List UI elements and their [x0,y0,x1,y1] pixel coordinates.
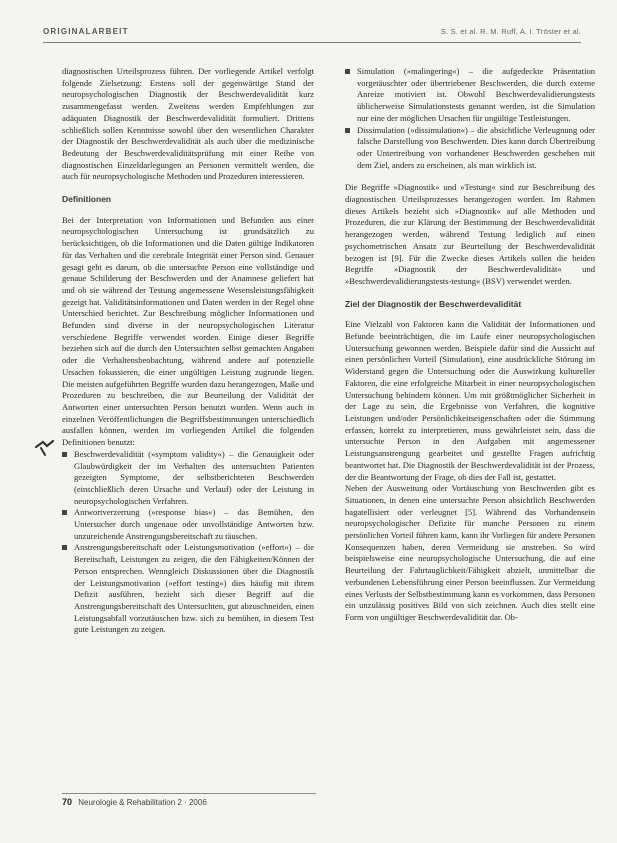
terminology-paragraph: Die Begriffe »Diagnostik« und »Testung« sind zur Beschreibung des diagnostischen Urteilsprozesses herangezogen worden. Im Rahmen dieses Artikels bezieht sich »Diagnostik« auf alle Methoden und Prozeduren, die zur Klärung der Bestimmung der Beschwerdevalidität herangezogen werden, während Testung lediglich auf einen psychometrischen Ansatz zur Beurteilung der Beschwerdevalidität bezogen ist [9]. Für die Zwecke dieses Artikels sollen die beiden Begriffe »Diagnostik der Beschwerdevalidität« und »Beschwerdevalidierungstests-testung« (BSV) verwendet werden. [345,182,595,286]
validity-factors-paragraph: Eine Vielzahl von Faktoren kann die Validität der Informationen und Befunde beeinträchtigen, die im Laufe einer neuropsychologischen Untersuchung gewonnen werden. Beispiele dafür sind die Aussicht auf einen persönlichen Vorteil (Simulation), eine ausdrückliche Störung im Widerstand gegen die Untersuchung oder die Auswirkung kultureller Faktoren, die eine erfolgreiche Mitarbeit in einer neuropsychologischen Untersuchung behindern können. Um mit größtmöglicher Sicherheit in der Lage zu sein, die Ergebnisse von Verfahren, die kognitive Leistungen und/oder Persönlichkeitseigenschaften oder die Stimmung erfassen, korrekt zu interpretieren, muss gewährleistet sein, dass die untersuchte Person in den Aufgaben mit angemessener Leistungsanstrengung gearbeitet und gestellte Fragen aufrichtig beantwortet hat. Die Diagnostik der Beschwerdevalidität ist der Prozess, der die Beantwortung der Frage, ob dies der Fall ist, gestattet. [345,319,595,482]
section-heading-definitionen: Definitionen [62,194,112,205]
margin-scribble-mark [33,438,57,458]
definitions-list [62,449,314,636]
running-header [43,26,581,43]
dissimulation-paragraph: Neben der Ausweitung oder Vortäuschung von Beschwerden gibt es Situationen, in denen eine untersuchte Person absichtlich Beschwerden bagatellisiert oder verleugnet [5]. Während das Vorhandensein neuropsychologischer Defizite für manche Personen zu einem persönlichen Vorteil führen kann, kann ihr Vorliegen für andere Personen Konsequenzen haben, deren Vermeidung sie anstreben. So wird beispielsweise eine neuropsychologische Untersuchung, die auf eine Beurteilung der Fahrtauglichkeit/Fähigkeit abzielt, unmittelbar die verbundenen Lebensführung einer Person beeinflussen. Zur Vermeidung eines Verlusts der Selbstbestimmung kann es vorkommen, dass Personen ein unzulässig positives Bild von sich zeichnen. Auch dies stellt eine Form von ungültiger Beschwerdevalidität dar. Ob- [345,483,596,622]
right-column [345,66,595,624]
definition-item-malingering: Simulation (»malingering«) – die aufgedeckte Präsentation vorgetäuschter oder übertriebener Beschwerden, die durch externe Anreize motiviert ist. Obwohl Beschwerdevalidierungstests üblicherweise Simulationstests genannt werden, ist die Simulation nur eine der möglichen Ursachen für ungültige Testleistungen. [345,66,595,125]
section-heading-ziel: Ziel der Diagnostik der Beschwerdevalidität [345,298,522,309]
definitions-list-continued [345,66,595,171]
page-number: 70 [62,797,73,807]
author-line: S. S. et al. R. M. Ruff, A. I. Tröster et al. [440,27,581,36]
journal-citation: Neurologie & Rehabilitation 2 · 2006 [78,798,207,807]
page-footer [62,793,316,811]
definition-item-symptom-validity: Beschwerdevalidität (»symptom validity«) – die Genauigkeit oder Glaubwürdigkeit der im Verhalten des untersuchten Patienten gezeigten Symptome, der selbstberichteten Beschwerden (einschließlich deren Ursache und Verlauf) oder der Leistung in neuropsychologischen Verfahren. [62,449,314,508]
intro-paragraph: diagnostischen Urteilsprozess führen. Der vorliegende Artikel verfolgt folgende Zielsetzung: Erstens soll der gegenwärtige Stand der neuropsychologischen Diagnostik der Beschwerdevalidität kurz zusammengefasst werden. Zweitens werden Empfehlungen zur adäquaten Diagnostik der Beschwerdevalidität formuliert. Drittens schließlich sollen Kenntnisse sowohl über den wesentlichen Charakter der Diagnostik der Beschwerdevalidität als auch über die medizinische Bedeutung der Beschwerdevaliditätsprüfung mit einer Reihe von diagnostischen Einzeldarlegungen an Personen vermittelt werden, die auch für neuropsychologische Methoden und Prozeduren interessieren. [62,66,314,182]
left-column [62,66,314,636]
definition-item-effort: Anstrengungsbereitschaft oder Leistungsmotivation (»effort«) – die Bereitschaft, Leistungen zu zeigen, die den Fähigkeiten/Können der Person entsprechen. Wenngleich Diskussionen über die Diagnostik der Leistungsmotivation (»effort testing«) dies häufig mit ihrem Defizit ausführen, bezieht sich dieser Begriff auf die Anstrengungsbereitschaft des Untersuchten, gut abzuschneiden, einen Leistungsabfall vorzutäuschen bzw. sich zu bemühen, in diesem Test gute Leistungen zu zeigen. [62,542,314,636]
definitions-paragraph: Bei der Interpretation von Informationen und Befunden aus einer neuropsychologischen Untersuchung ist grundsätzlich zu berücksichtigen, ob die Informationen und die Daten gültige Indikatoren für das Verhalten und die cerebrale Integrität einer Person sind. Genauer gesagt geht es darum, ob die untersuchte Person eine vollständige und genaue Schilderung der Beschwerden und der Anamnese geliefert hat und ob sie während der Testung angemessene Wesensleistungsfähigkeit gezeigt hat. Validitätsinformationen und Daten werden in der Regel ohne Unterschied berichtet. Zur Beschreibung möglicher Informationen und Befunden sind diverse in der neuropsychologischen Literatur verschiedene Begriffe verwendet worden. Einige dieser Begriffe beziehen sich auf die durch den Untersuchten selbst gemachten Angaben oder die Verhaltensbeobachtung, während andere auf potenzielle Ursachen fokussieren, die einer ungültigen Leistung zugrunde liegen. Die meisten aufgeführten Begriffe wurden dazu herangezogen, Maße und Prozeduren zu beschreiben, die zur Beurteilung der Validität der Antworten einer untersuchten Person benutzt wurden. Wenn auch in einzelnen Veröffentlichungen die Begriffsbestimmungen unterschiedlich ausfallen können, werden im vorliegenden Artikel die folgenden Definitionen benutzt: [62,214,314,448]
definition-item-dissimulation: Dissimulation (»dissimulation«) – die absichtliche Verleugnung oder falsche Darstellung von Beschwerden. Dies kann durch Übertreibung oder Untertreibung von vorhandener Beschwerden geschehen mit dem Ziel, anders zu erscheinen, als man wirklich ist. [345,125,595,172]
definition-item-response-bias: Antwortverzerrung (»response bias«) – das Bemühen, den Untersucher durch ungenaue oder unvollständige Antworten bzw. unzureichende Anstrengungsbereitschaft zu täuschen. [62,507,314,542]
section-label: ORIGINALARBEIT [43,27,129,36]
